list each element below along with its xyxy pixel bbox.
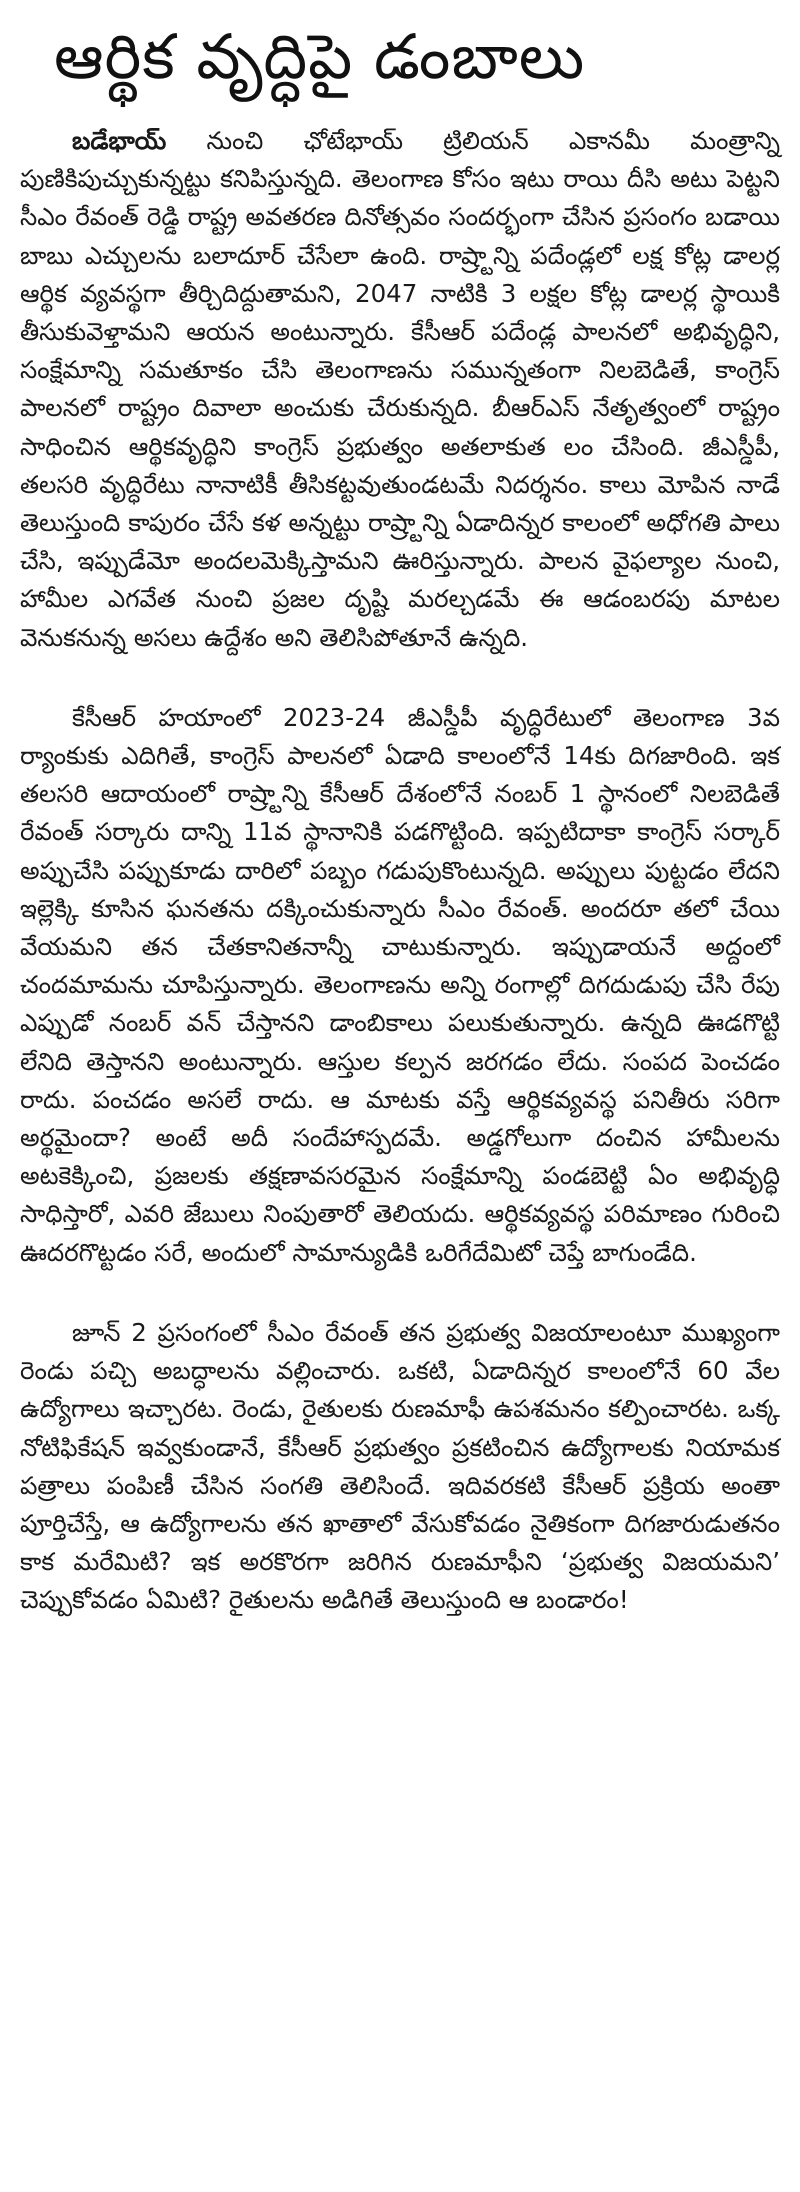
paragraph-2-text: కేసీఆర్ హయాంలో 2023-24 జీఎస్డీపీ వృద్ధిరేటులో తెలంగాణ 3వ ర్యాంకుకు ఎదిగితే, కాంగ్రెస్ పాలనలో ఏడాది కాలంలోనే 14కు దిగజారింది. ఇక తలసరి ఆదాయంలో రాష్ర్టాన్ని కేసీఆర్ దేశంలోనే నంబర్ 1 స్థానంలో నిలబెడితే రేవంత్ సర్కారు దాన్ని 11వ స్థానానికి పడగొట్టింది. ఇప్పటిదాకా కాంగ్రెస్ సర్కార్ అప్పుచేసి పప్పుకూడు దారిలో పబ్బం గడుపుకొంటున్నది. అప్పులు పుట్టడం లేదని ఇల్లెక్కి కూసిన ఘనతను దక్కించుకున్నారు సీఎం రేవంత్. అందరూ తలో చేయి వేయమని తన చేతకానితనాన్నీ చాటుకున్నారు. ఇప్పుడాయనే అద్దంలో చందమామను చూపిస్తున్నారు. తెలంగాణను అన్ని రంగాల్లో దిగదుడుపు చేసి రేపు ఎప్పుడో నంబర్ వన్ చేస్తానని డాంబికాలు పలుకుతున్నారు. ఉన్నది ఊడగొట్టి లేనిది తెస్తానని అంటున్నారు. ఆస్తుల కల్పన జరగడం లేదు. సంపద పెంచడం రాదు. పంచడం అసలే రాదు. ఆ మాటకు వస్తే ఆర్థికవ్యవస్థ పనితీరు సరిగా అర్థమైందా? అంటే అదీ సందేహాస్పదమే. అడ్డగోలుగా దంచిన హామీలను అటకెక్కించి, ప్రజలకు తక్షణావసరమైన సంక్షేమాన్ని పండబెట్టి ఏం అభివృద్ధి సాధిస్తారో, ఎవరి జేబులు నింపుతారో తెలియదు. ఆర్థికవ్యవస్థ పరిమాణం గురించి ఊదరగొట్టడం సరే, అందులో సామాన్యుడికి ఒరిగేదేమిటో చెప్తే బాగుండేది. [20, 702, 780, 1267]
paragraph-3-text: జూన్ 2 ప్రసంగంలో సీఎం రేవంత్ తన ప్రభుత్వ విజయాలంటూ ముఖ్యంగా రెండు పచ్చి అబద్ధాలను వల్లించారు. ఒకటి, ఏడాదిన్నర కాలంలోనే 60 వేల ఉద్యోగాలు ఇచ్చారట. రెండు, రైతులకు రుణమాఫీ ఉపశమనం కల్పించారట. ఒక్క నోటిఫికేషన్ ఇవ్వకుండానే, కేసీఆర్ ప్రభుత్వం ప్రకటించిన ఉద్యోగాలకు నియామక పత్రాలు పంపిణీ చేసిన సంగతి తెలిసిందే. ఇదివరకటి కేసీఆర్ ప్రక్రియ అంతా పూర్తిచేస్తే, ఆ ఉద్యోగాలను తన ఖాతాలో వేసుకోవడం నైతికంగా దిగజారుడుతనం కాక మరేమిటి? ఇక అరకొరగా జరిగిన రుణమాఫీని ‘ప్రభుత్వ విజయమని’ చెప్పుకోవడం ఏమిటి? రైతులను అడిగితే తెలుస్తుంది ఆ బండారం! [20, 1317, 780, 1615]
article-headline: ఆర్థిక వృద్ధిపై డంబాలు [54, 20, 586, 93]
lead-in-word: బడేభాయ్ [72, 126, 167, 155]
article-paragraph-1 [20, 122, 780, 657]
article-paragraph-2 [20, 699, 780, 1272]
paragraph-1-text: నుంచి ఛోటేభాయ్ ట్రిలియన్ ఎకానమీ మంత్రాన్ని పుణికిపుచ్చుకున్నట్టు కనిపిస్తున్నది. తెలంగాణ కోసం ఇటు రాయి దీసి అటు పెట్టని సీఎం రేవంత్ రెడ్డి రాష్ట్ర అవతరణ దినోత్సవం సందర్భంగా చేసిన ప్రసంగం బడాయి బాబు ఎచ్చులను బలాదూర్ చేసేలా ఉంది. రాష్ర్టాన్ని పదేండ్లలో లక్ష కోట్ల డాలర్ల ఆర్థిక వ్యవస్థగా తీర్చిదిద్దుతామని, 2047 నాటికి 3 లక్షల కోట్ల డాలర్ల స్థాయికి తీసుకువెళ్తామని ఆయన అంటున్నారు. కేసీఆర్ పదేండ్ల పాలనలో అభివృద్ధిని, సంక్షేమాన్ని సమతూకం చేసి తెలంగాణను సమున్నతంగా నిలబెడితే, కాంగ్రెస్ పాలనలో రాష్ట్రం దివాలా అంచుకు చేరుకున్నది. బీఆర్‌ఎస్ నేతృత్వంలో రాష్ట్రం సాధించిన ఆర్థికవృద్ధిని కాంగ్రెస్ ప్రభుత్వం అతలాకుత లం చేసింది. జీఎస్డీపీ, తలసరి వృద్ధిరేటు నానాటికీ తీసికట్టవుతుండటమే నిదర్శనం. కాలు మోపిన నాడే తెలుస్తుంది కాపురం చేసే కళ అన్నట్టు రాష్ర్టాన్ని ఏడాదిన్నర కాలంలో అధోగతి పాలు చేసి, ఇప్పుడేమో అందలమెక్కిస్తామని ఊరిస్తున్నారు. పాలన వైఫల్యాల నుంచి, హామీల ఎగవేత నుంచి ప్రజల దృష్టి మరల్చడమే ఈ ఆడంబరపు మాటల వెనుకనున్న అసలు ఉద్దేశం అని తెలిసిపోతూనే ఉన్నది. [20, 126, 780, 652]
article-paragraph-3 [20, 1314, 780, 1620]
